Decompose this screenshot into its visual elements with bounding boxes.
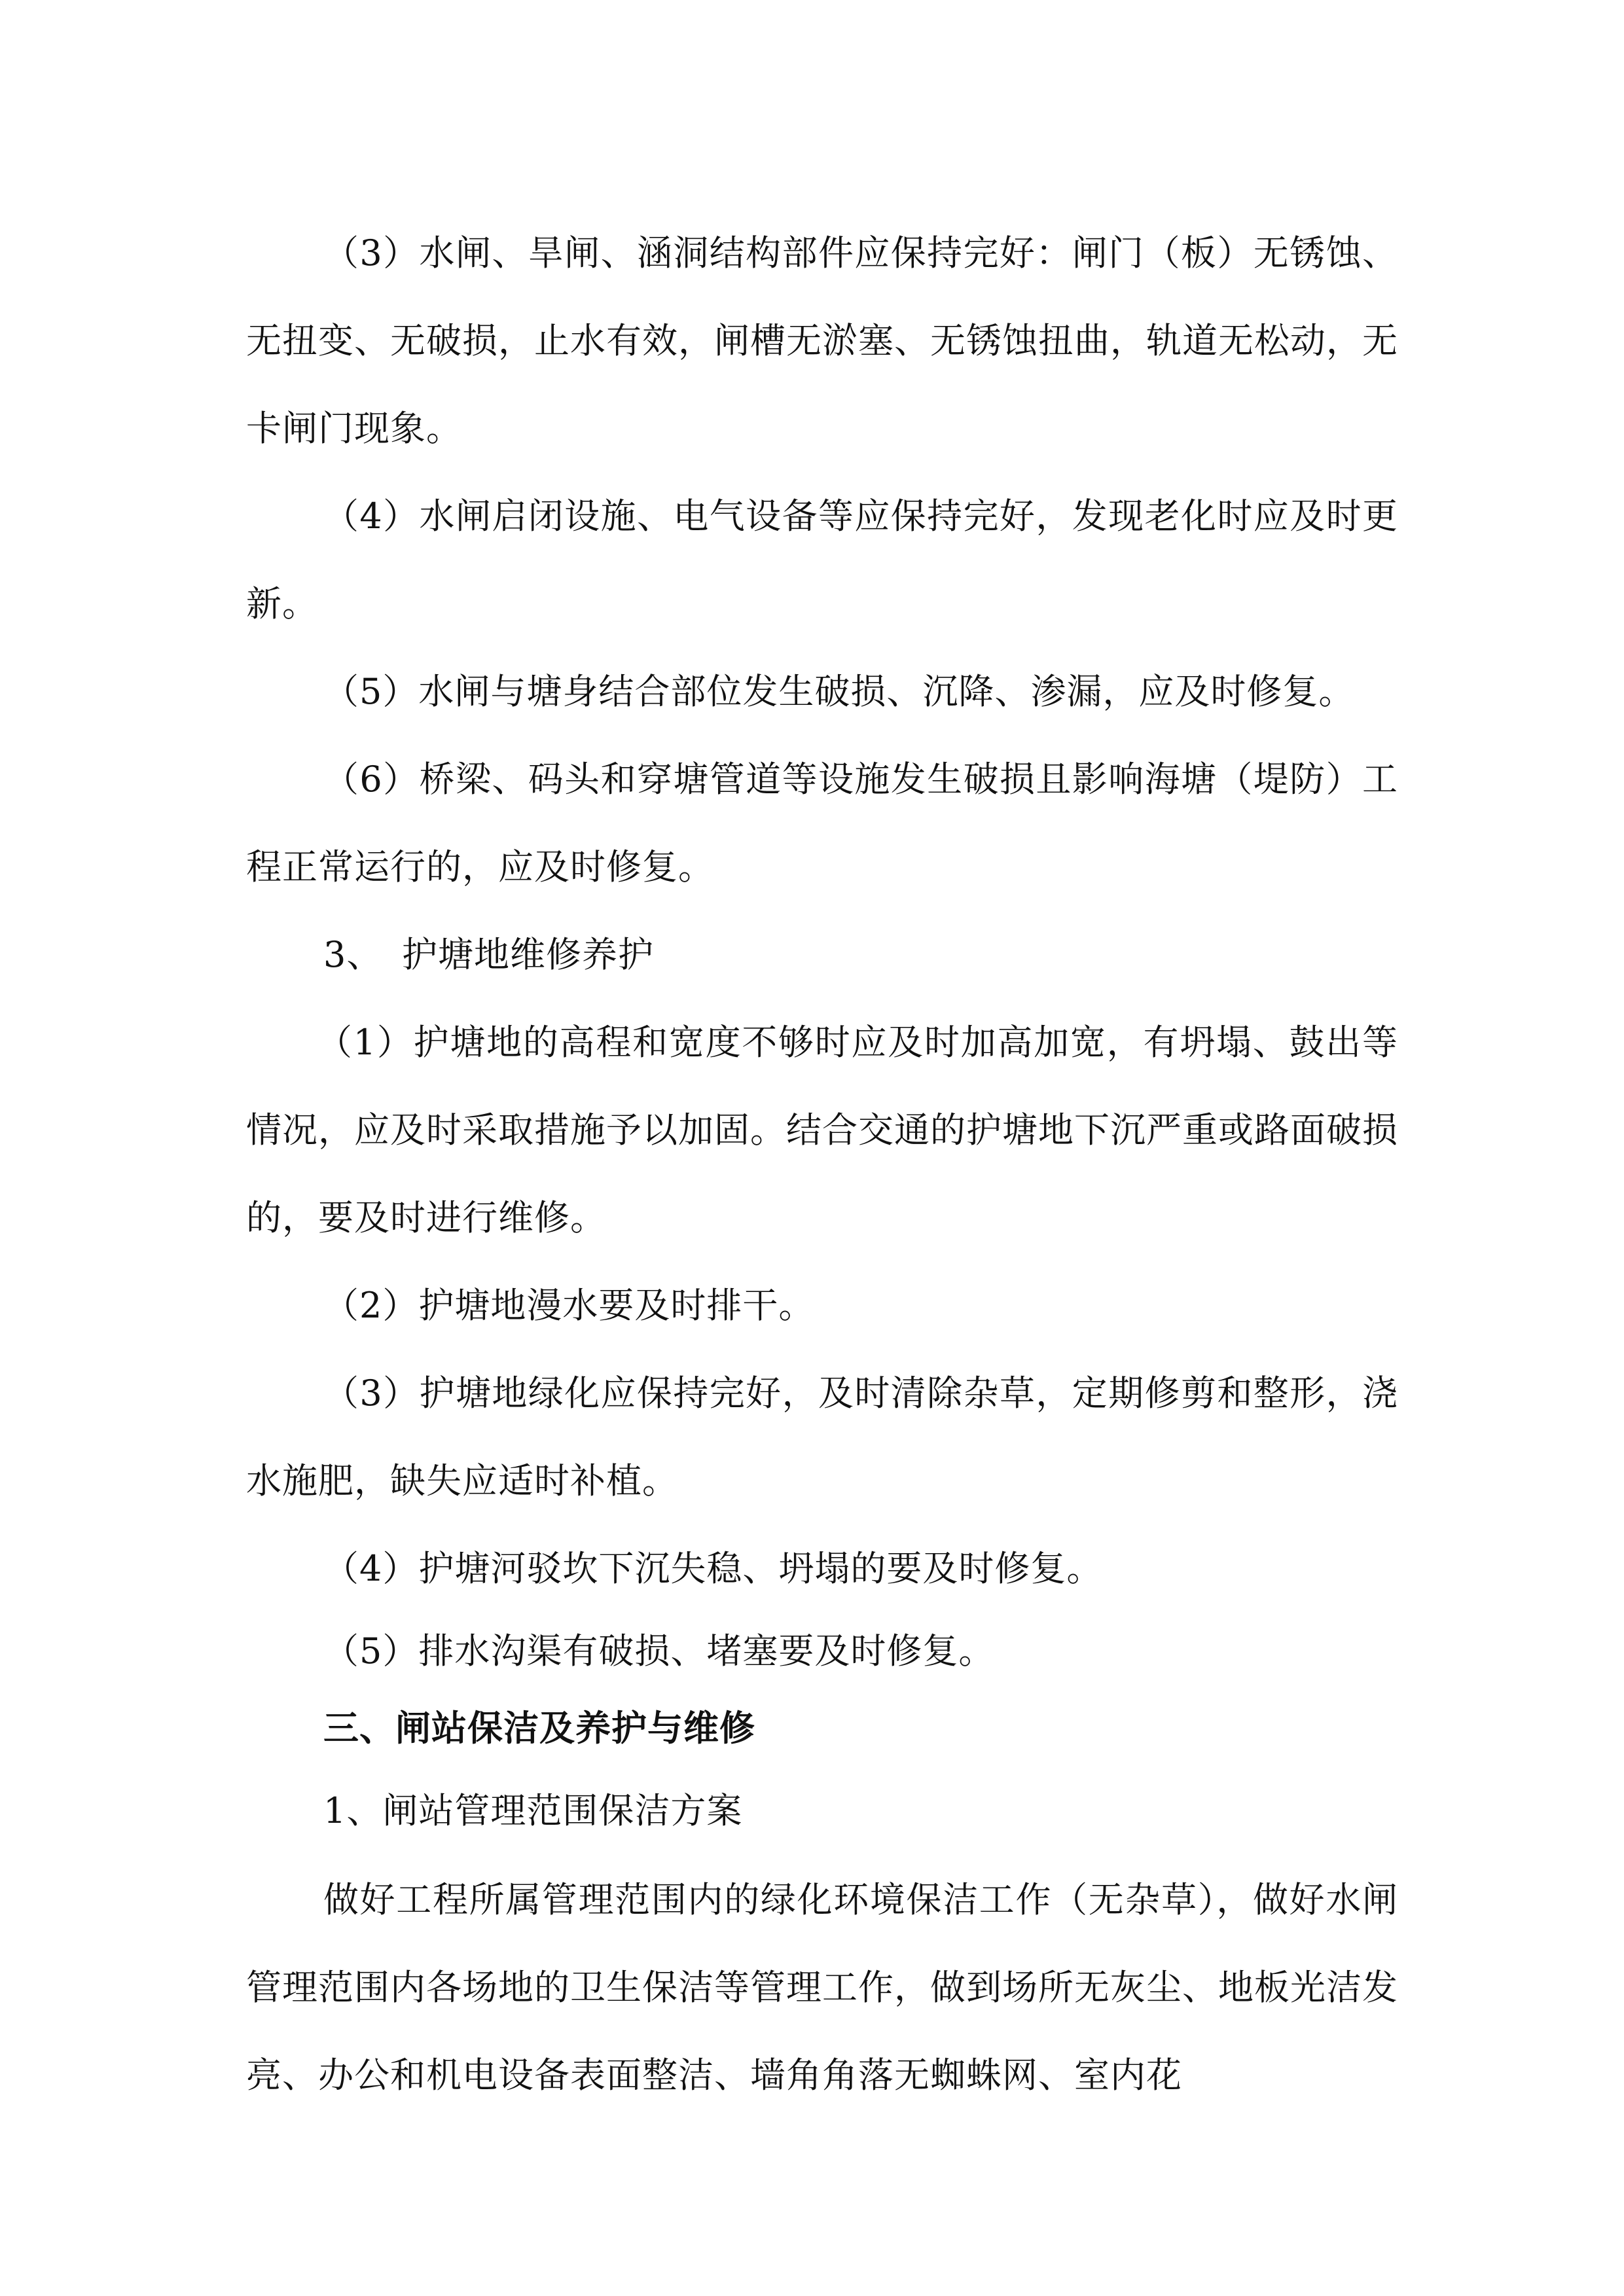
list-item: （5）排水沟渠有破损、堵塞要及时修复。 xyxy=(323,1630,995,1672)
chapter-heading: 三、闸站保洁及养护与维修 xyxy=(323,1707,755,1749)
paragraph-cleaning-plan: 做好工程所属管理范围内的绿化环境保洁工作（无杂草），做好水闸管理范围内各场地的卫生保洁等管理工作，做到场所无灰尘、地板光洁发亮、办公和机电设备表面整洁、墙角角落无蜘蛛网、室内花 xyxy=(246,1879,1398,2096)
list-item: （2）护塘地漫水要及时排干。 xyxy=(323,1285,815,1326)
paragraph-sluice-hoist: （4）水闸启闭设施、电气设备等应保持完好，发现老化时应及时更新。 xyxy=(246,495,1398,624)
list-item: （1）护塘地的高程和宽度不够时应及时加高加宽，有坍塌、鼓出等情况，应及时采取措施予以加固。结合交通的护塘地下沉严重或路面破损的，要及时进行维修。 xyxy=(246,1022,1398,1238)
paragraph-bridge-pier: （6）桥梁、码头和穿塘管道等设施发生破损且影响海塘（堤防）工程正常运行的，应及时修复。 xyxy=(246,759,1398,888)
list-item: （3）护塘地绿化应保持完好，及时清除杂草，定期修剪和整形，浇水施肥，缺失应适时补植。 xyxy=(246,1372,1398,1501)
section-title: 护塘地维修养护 xyxy=(402,934,654,975)
paragraph-sluice-joint: （5）水闸与塘身结合部位发生破损、沉降、渗漏，应及时修复。 xyxy=(323,671,1355,712)
section-number: 3、 xyxy=(323,934,383,975)
section-heading-embankment-land xyxy=(246,911,1398,999)
paragraph-sluice-structure: （3）水闸、旱闸、涵洞结构部件应保持完好：闸门（板）无锈蚀、无扭变、无破损，止水有效，闸槽无淤塞、无锈蚀扭曲，轨道无松动，无卡闸门现象。 xyxy=(246,232,1398,449)
list-item: （4）护塘河驳坎下沉失稳、坍塌的要及时修复。 xyxy=(323,1548,1103,1589)
subsection-heading: 1、闸站管理范围保洁方案 xyxy=(323,1790,743,1831)
document-body xyxy=(246,209,1398,2119)
